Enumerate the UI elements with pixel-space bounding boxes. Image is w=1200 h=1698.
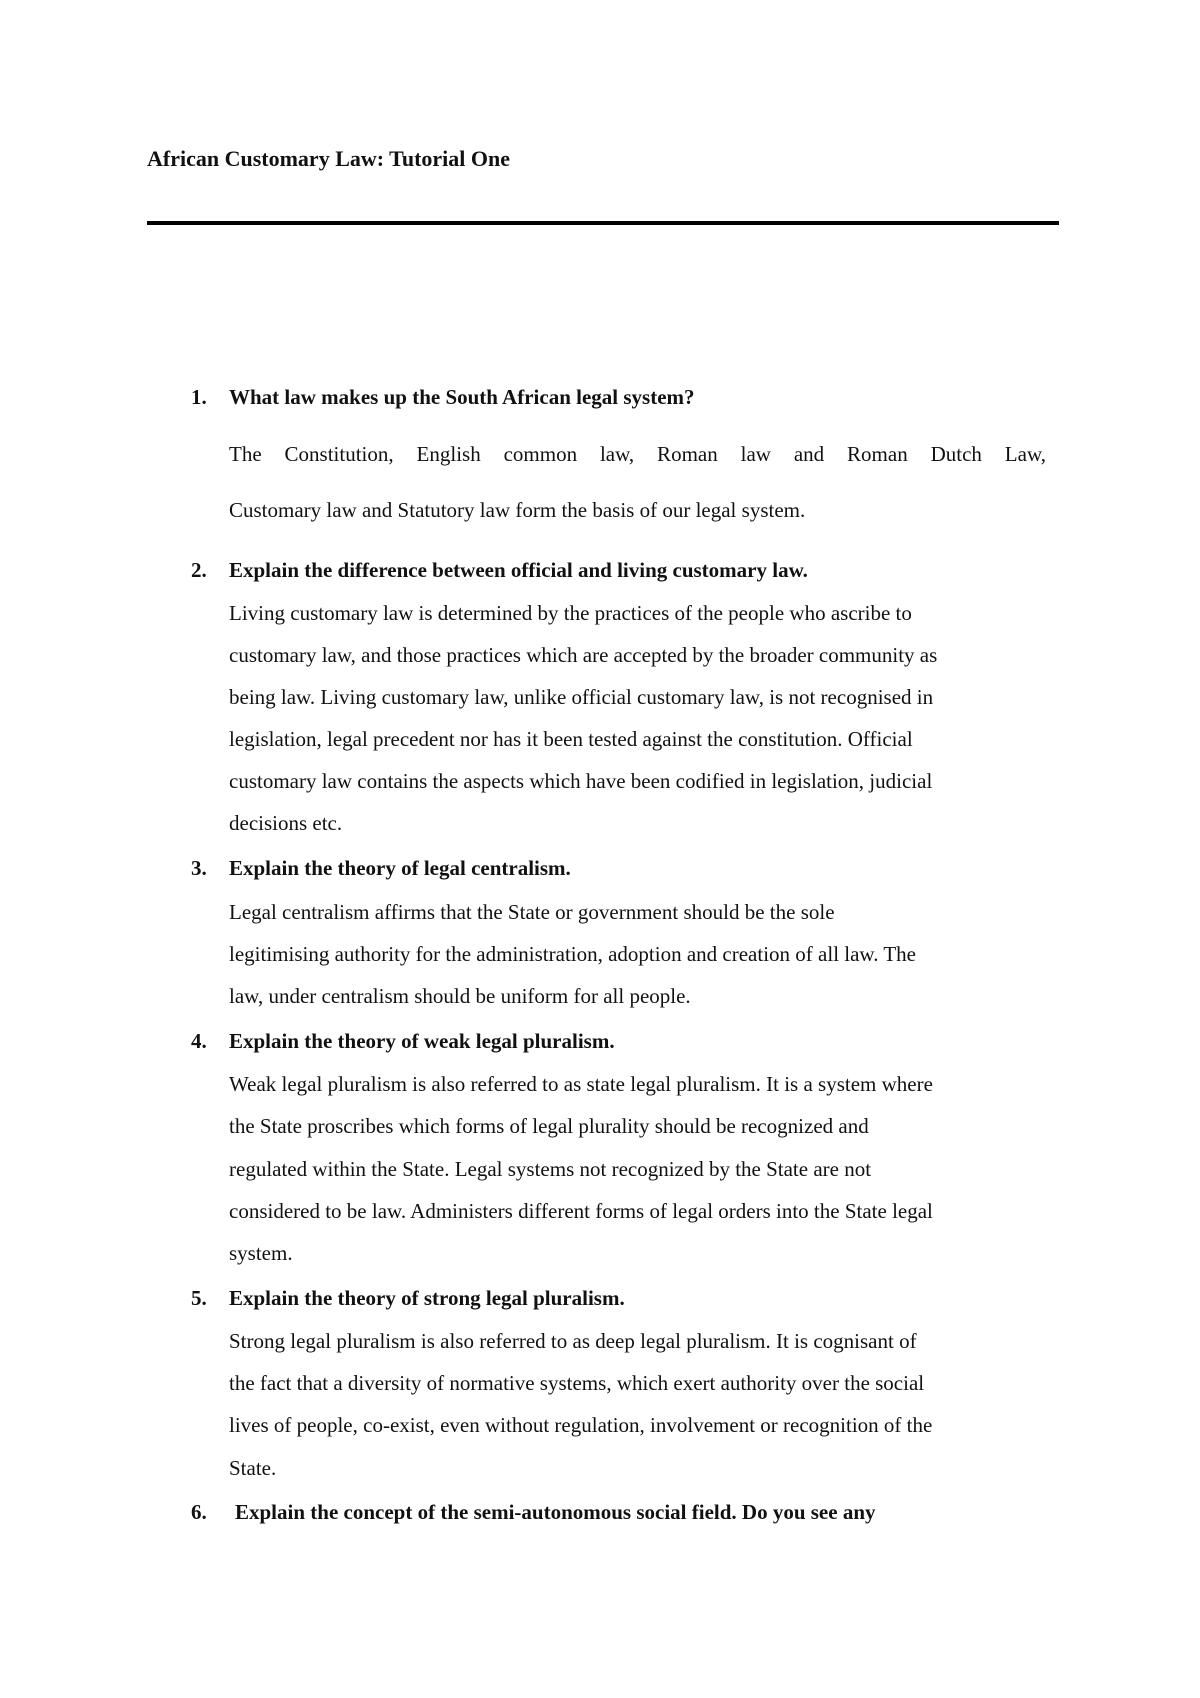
answer-line: lives of people, co-exist, even without regulation, involvement or recognition of the bbox=[229, 1413, 933, 1437]
answer-line: the fact that a diversity of normative systems, which exert authority over the social bbox=[229, 1371, 925, 1395]
question-text: Explain the theory of strong legal pluralism. bbox=[229, 1286, 625, 1310]
answer-line: customary law contains the aspects which have been codified in legislation, judicial bbox=[229, 769, 933, 793]
answer-line: considered to be law. Administers different forms of legal orders into the State legal bbox=[229, 1199, 933, 1223]
question-number: 5. bbox=[191, 1286, 207, 1310]
answer-line: regulated within the State. Legal systems not recognized by the State are not bbox=[229, 1157, 872, 1181]
answer-line: Weak legal pluralism is also referred to as state legal pluralism. It is a system where bbox=[229, 1072, 933, 1096]
question-number: 3. bbox=[191, 856, 207, 880]
question-number: 6. bbox=[191, 1500, 207, 1524]
answer-line: State. bbox=[229, 1456, 277, 1480]
answer-line: Legal centralism affirms that the State or government should be the sole bbox=[229, 900, 835, 924]
question-number: 4. bbox=[191, 1029, 207, 1053]
answer-line: the State proscribes which forms of legal plurality should be recognized and bbox=[229, 1114, 869, 1138]
answer-line: customary law, and those practices which are accepted by the broader community as bbox=[229, 643, 938, 667]
question-text: What law makes up the South African legal system? bbox=[229, 385, 695, 409]
title-divider bbox=[147, 221, 1059, 225]
answer-line: The Constitution, English common law, Roman law and Roman Dutch Law, bbox=[229, 442, 1046, 466]
answer-line: Strong legal pluralism is also referred to as deep legal pluralism. It is cognisant of bbox=[229, 1329, 917, 1353]
question-text: Explain the theory of weak legal pluralism. bbox=[229, 1029, 615, 1053]
question-text: Explain the theory of legal centralism. bbox=[229, 856, 571, 880]
answer-line: law, under centralism should be uniform for all people. bbox=[229, 984, 691, 1008]
question-text: Explain the concept of the semi-autonomous social field. Do you see any bbox=[235, 1500, 876, 1524]
answer-line: legitimising authority for the administration, adoption and creation of all law. The bbox=[229, 942, 917, 966]
answer-line: being law. Living customary law, unlike official customary law, is not recognised in bbox=[229, 685, 934, 709]
question-text: Explain the difference between official and living customary law. bbox=[229, 558, 808, 582]
question-number: 2. bbox=[191, 558, 207, 582]
document-title: African Customary Law: Tutorial One bbox=[147, 146, 510, 171]
answer-line: Living customary law is determined by the practices of the people who ascribe to bbox=[229, 601, 912, 625]
answer-line: Customary law and Statutory law form the basis of our legal system. bbox=[229, 498, 806, 522]
answer-line: legislation, legal precedent nor has it been tested against the constitution. Official bbox=[229, 727, 913, 751]
answer-line: system. bbox=[229, 1241, 293, 1265]
question-number: 1. bbox=[191, 385, 207, 409]
answer-line: decisions etc. bbox=[229, 811, 343, 835]
